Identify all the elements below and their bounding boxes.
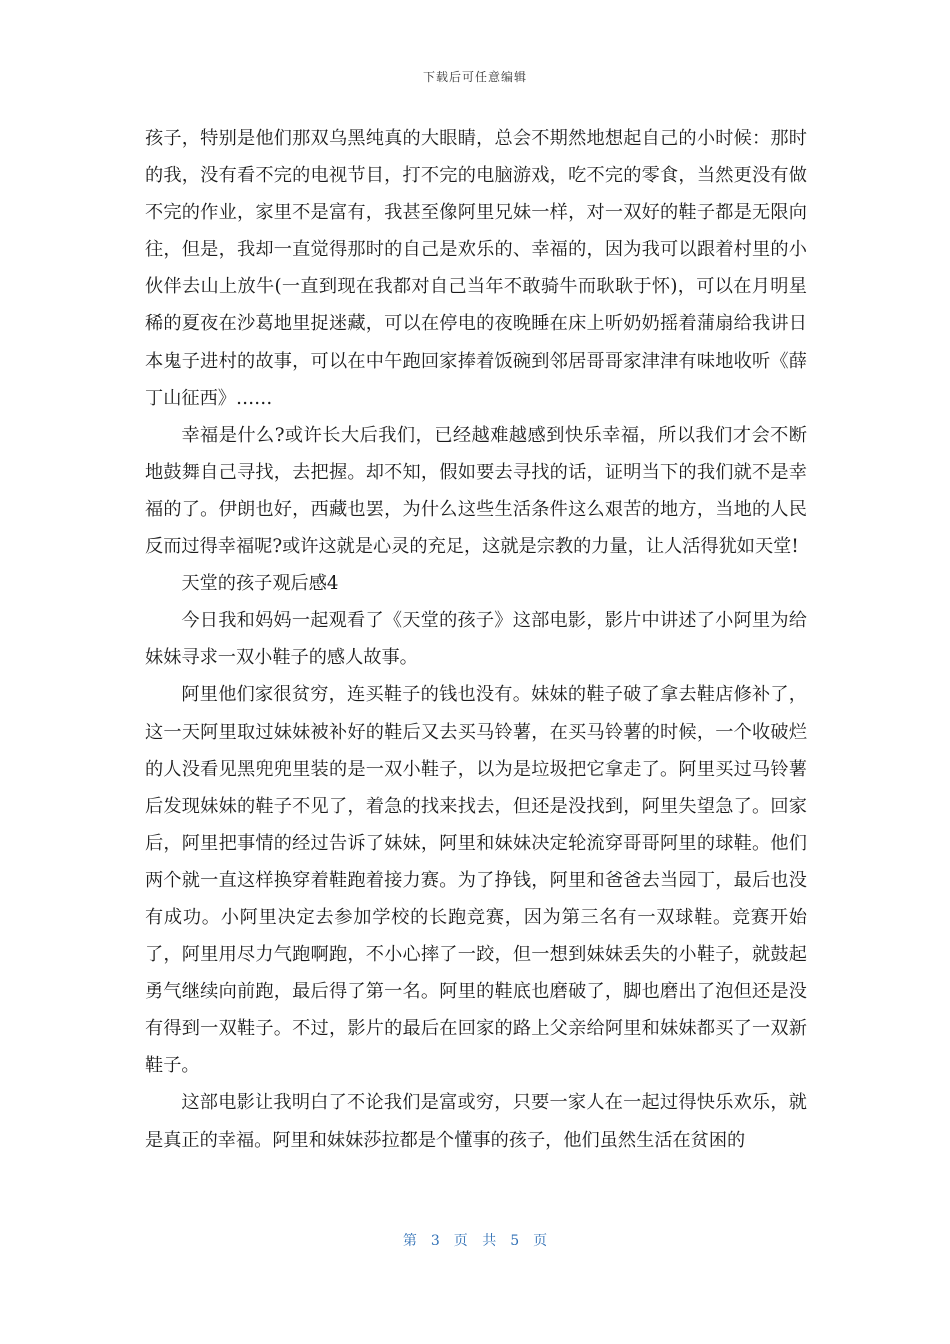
document-body	[145, 120, 807, 1159]
footer-middle: 页 共	[453, 1233, 497, 1249]
footer-prefix: 第	[402, 1233, 417, 1249]
total-page-number: 5	[510, 1233, 520, 1249]
paragraph-intro: 今日我和妈妈一起观看了《天堂的孩子》这部电影，影片中讲述了小阿里为给妹妹寻求一双小鞋子的感人故事。	[145, 610, 807, 669]
paragraph-continuation: 孩子，特别是他们那双乌黑纯真的大眼睛，总会不期然地想起自己的小时候：那时的我，没有看不完的电视节目，打不完的电脑游戏，吃不完的零食，当然更没有做不完的作业，家里不是富有，我甚至像阿里兄妹一样，对一双好的鞋子都是无限向往，但是，我却一直觉得那时的自己是欢乐的、幸福的，因为我可以跟着村里的小伙伴去山上放牛(一直到现在我都对自己当年不敢骑牛而耿耿于怀)，可以在月明星稀的夏夜在沙葛地里捉迷藏，可以在停电的夜晚睡在床上听奶奶摇着蒲扇给我讲日本鬼子进村的故事，可以在中午跑回家捧着饭碗到邻居哥哥家津津有味地收听《薛丁山征西》……	[145, 128, 807, 409]
paragraph-conclusion: 这部电影让我明白了不论我们是富或穷，只要一家人在一起过得快乐欢乐，就是真正的幸福。阿里和妹妹莎拉都是个懂事的孩子，他们虽然生活在贫困的	[145, 1092, 807, 1151]
section-title: 天堂的孩子观后感4	[181, 573, 339, 595]
current-page-number: 3	[430, 1233, 440, 1249]
paragraph-story: 阿里他们家很贫穷，连买鞋子的钱也没有。妹妹的鞋子破了拿去鞋店修补了，这一天阿里取过妹妹被补好的鞋后又去买马铃薯，在买马铃薯的时候，一个收破烂的人没看见黑兜兜里装的是一双小鞋子，以为是垃圾把它拿走了。阿里买过马铃薯后发现妹妹的鞋子不见了，着急的找来找去，但还是没找到，阿里失望急了。回家后，阿里把事情的经过告诉了妹妹，阿里和妹妹决定轮流穿哥哥阿里的球鞋。他们两个就一直这样换穿着鞋跑着接力赛。为了挣钱，阿里和爸爸去当园丁，最后也没有成功。小阿里决定去参加学校的长跑竞赛，因为第三名有一双球鞋。竞赛开始了，阿里用尽力气跑啊跑，不小心摔了一跤，但一想到妹妹丢失的小鞋子，就鼓起勇气继续向前跑，最后得了第一名。阿里的鞋底也磨破了，脚也磨出了泡但还是没有得到一双鞋子。不过，影片的最后在回家的路上父亲给阿里和妹妹都买了一双新鞋子。	[145, 684, 807, 1077]
paragraph-happiness: 幸福是什么?或许长大后我们，已经越难越感到快乐幸福，所以我们才会不断地鼓舞自己寻找，去把握。却不知，假如要去寻找的话，证明当下的我们就不是幸福的了。伊朗也好，西藏也罢，为什么这些生活条件这么艰苦的地方，当地的人民反而过得幸福呢?或许这就是心灵的充足，这就是宗教的力量，让人活得犹如天堂!	[145, 424, 807, 558]
page-header: 下载后可任意编辑	[422, 70, 527, 84]
page-footer	[0, 1230, 950, 1250]
footer-suffix: 页	[533, 1233, 548, 1249]
